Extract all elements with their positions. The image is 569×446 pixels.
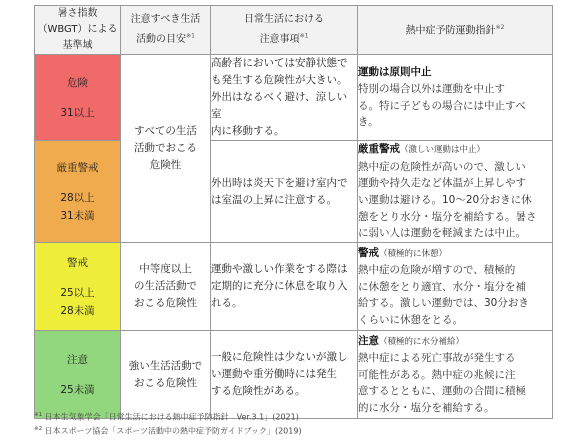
exercise-guideline-danger	[358, 55, 553, 141]
guideline-note: （積極的に休憩）	[379, 248, 448, 259]
level-caution	[35, 331, 121, 419]
header-exercise-guideline: 熱中症予防運動指針$^{※2}$	[358, 6, 553, 55]
level-range: 25未満	[60, 383, 95, 396]
header-wbgt-range: 暑さ指数 （WBGT）による 基準域	[35, 6, 121, 55]
activity-moderate: 中等度以上 の生活活動で おこる危険性	[121, 243, 211, 331]
footnote-1	[34, 410, 299, 423]
guideline-title: 運動は原則中止	[358, 66, 432, 79]
header-activity-guide: 注意すべき生活 活動の目安$^{※1}$	[121, 6, 211, 55]
level-name: 危険	[67, 76, 88, 89]
footnote-2	[34, 424, 302, 437]
footnote-text: 日本生気象学会「日常生活における熱中症予防指針 Ver.3.1」(2021)	[44, 412, 299, 422]
level-severe-warning	[35, 141, 121, 243]
header-exercise-footnote-mark: ※2	[495, 24, 505, 32]
header-daily-caution: 日常生活における 注意事項$^{※1}$	[211, 6, 358, 55]
level-range: 28以上 31未満	[60, 191, 95, 222]
level-danger	[35, 55, 121, 141]
daily-caution-danger: 高齢者においては安静状態で も発生する危険性が大きい。 外出はなるべく避け、涼しい室 内に移動する。	[211, 55, 358, 141]
footnote-text: 日本スポーツ協会「スポーツ活動中の熱中症予防ガイドブック」(2019)	[44, 426, 302, 436]
daily-caution-caution: 一般に危険性は少ないが激し い運動や重労働時には発生 する危険性がある。	[211, 331, 358, 419]
daily-caution-severe: 外出時は炎天下を避け室内で は室温の上昇に注意する。	[211, 141, 358, 243]
activity-all: すべての生活 活動でおこる 危険性	[121, 55, 211, 243]
level-range: 31以上	[60, 106, 95, 119]
level-name: 警戒	[67, 256, 88, 269]
footnote-mark: ※1	[34, 412, 43, 418]
guideline-title: 注意	[358, 334, 379, 347]
exercise-guideline-severe	[358, 141, 553, 243]
guideline-body: 熱中症の危険が増すので、積極的 に休憩をとり適宜、水分・塩分を補 給する。激しい運動では、30分おき くらいに休憩をとる。	[358, 264, 529, 326]
level-name: 注意	[67, 353, 88, 366]
exercise-guideline-warning	[358, 243, 553, 331]
guideline-note: （激しい運動は中止）	[400, 145, 486, 156]
guideline-body: 熱中症による死亡事故が発生する 可能性がある。熱中症の兆候に注 意するとともに、運動の合間に積極 的に水分・塩分を補給する。	[358, 352, 526, 414]
guideline-title: 警戒	[358, 246, 379, 259]
activity-strong: 強い生活活動で おこる危険性	[121, 331, 211, 419]
footnote-mark: ※1	[186, 32, 195, 40]
daily-caution-warning: 運動や激しい作業をする際は 定期的に充分に休息を取り入 れる。	[211, 243, 358, 331]
level-range: 25以上 28未満	[60, 286, 95, 317]
guideline-body: 特別の場合以外は運動を中止す る。特に子どもの場合には中止すべ き。	[358, 82, 526, 129]
heat-index-table	[34, 5, 553, 419]
exercise-guideline-caution	[358, 331, 553, 419]
level-warning	[35, 243, 121, 331]
level-name: 厳重警戒	[56, 161, 99, 174]
guideline-body: 熱中症の危険性が高いので、激しい 運動や持久走など体温が上昇しやす い運動は避ける。10〜20分おきに休 憩をとり水分・塩分を補給する。暑さ に弱い人は運動を軽減または中止。	[358, 160, 537, 240]
footnote-mark: ※2	[34, 426, 43, 432]
guideline-title: 厳重警戒	[358, 143, 400, 156]
guideline-note: （積極的に水分補給）	[379, 336, 465, 347]
footnote-mark: ※1	[299, 32, 309, 40]
